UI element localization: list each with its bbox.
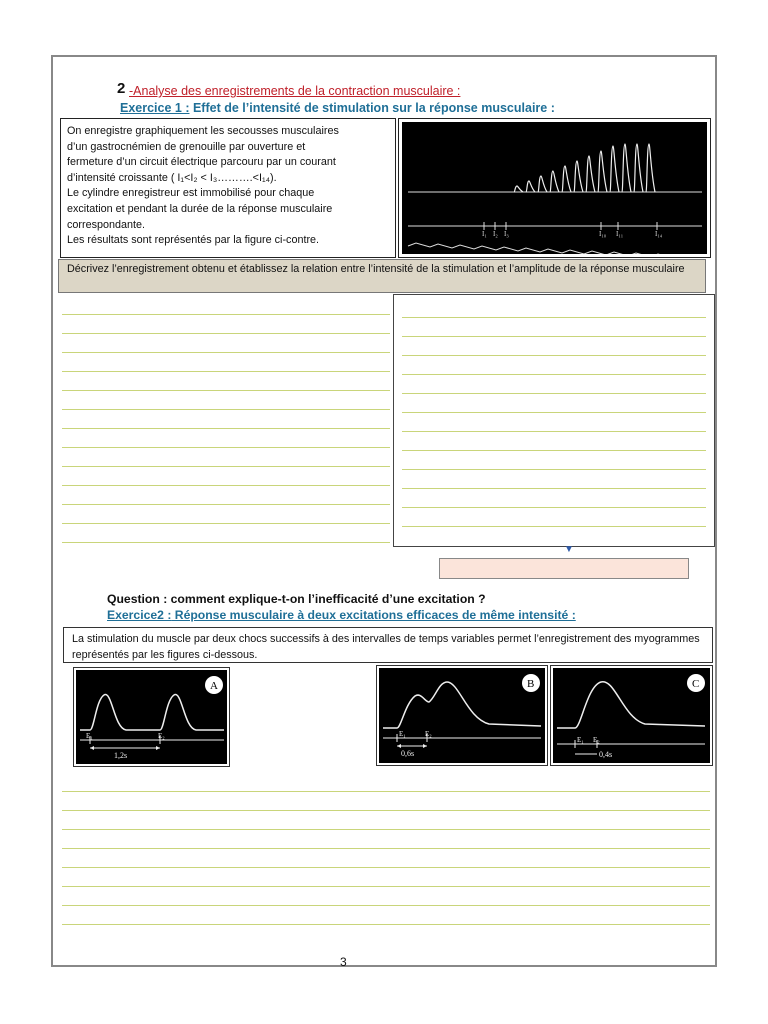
myogram-c	[553, 668, 710, 763]
e1-label: E₁	[577, 736, 584, 744]
exercise1-text-box	[60, 118, 396, 258]
page-number: 3	[340, 955, 347, 969]
answer-lines-bottom[interactable]	[62, 773, 710, 943]
down-arrow-icon: ▼	[564, 544, 574, 555]
text-line: d’intensité croissante ( I₁<I₂ < I₃……….<I₁₄).	[67, 171, 277, 184]
stim-label: I₁	[482, 230, 487, 238]
twitch-peak	[622, 144, 631, 192]
twitch-peak	[610, 146, 619, 192]
text-line: excitation et pendant la durée de la réponse musculaire	[67, 202, 333, 215]
stim-label: I₂	[493, 230, 498, 238]
twitch-peak	[538, 176, 547, 192]
twitch-peak	[526, 181, 535, 192]
twitch-peak	[562, 166, 571, 192]
twitch-peak	[514, 186, 523, 192]
e1-label: E₁	[399, 730, 406, 738]
text-line: d’un gastrocnémien de grenouille par ouverture et	[67, 140, 306, 153]
text-line: correspondante.	[67, 218, 146, 231]
text-line: fermeture d’un circuit électrique parcouru par un courant	[67, 156, 336, 169]
exercise2-heading	[107, 608, 576, 622]
myogram-a	[76, 670, 227, 764]
exercise2-text-box: La stimulation du muscle par deux chocs successifs à des intervalles de temps variables permet l’enregistrement des myogrammes représentés par les figures ci-dessous.	[63, 627, 713, 663]
time-trace	[408, 243, 672, 254]
twitch-peak	[574, 161, 583, 192]
myogram-panel-a	[73, 667, 230, 767]
twitch-peak	[598, 151, 607, 192]
text-line: Le cylindre enregistreur est immobilisé pour chaque	[67, 187, 315, 200]
twitch-peak	[550, 171, 559, 192]
question2: Question : comment explique-t-on l’inefficacité d’une excitation ?	[107, 592, 486, 606]
exercise2-label: Exercice2 :	[107, 608, 172, 622]
stim-label: I₃	[504, 230, 509, 238]
interval-label: 1,2s	[114, 751, 128, 760]
answer-lines-left[interactable]	[62, 296, 390, 545]
answer-lines-right[interactable]	[402, 299, 706, 542]
twitch-peak	[586, 156, 595, 192]
panel-letter: A	[210, 680, 218, 692]
exercise1-heading	[120, 101, 555, 115]
section-title: -Analyse des enregistrements de la contraction musculaire :	[129, 84, 461, 98]
text-line: Les résultats sont représentés par la figure ci-contre.	[67, 234, 320, 247]
e1-label: E₁	[86, 732, 93, 740]
myogram-b	[379, 668, 545, 763]
answer-highlight-box[interactable]	[439, 558, 689, 579]
panel-letter: C	[692, 678, 700, 690]
interval-label: 0,6s	[401, 749, 415, 758]
exercise1-label: Exercice 1 :	[120, 101, 190, 115]
panel-letter: B	[527, 678, 535, 690]
e2-label: E₂	[593, 736, 600, 744]
myogram-figure-intensity	[398, 118, 711, 258]
e2-label: E₂	[158, 732, 165, 740]
myogram-panel-c	[550, 665, 713, 766]
twitch-peak	[646, 144, 655, 192]
e2-label: E₂	[425, 730, 432, 738]
exercise1-question: Décrivez l’enregistrement obtenu et établissez la relation entre l’intensité de la stimulation et l’amplitude de la réponse musculaire	[58, 259, 706, 293]
answer-box-right[interactable]	[393, 294, 715, 547]
exercise2-title: Réponse musculaire à deux excitations efficaces de même intensité :	[171, 608, 576, 622]
myogram-recording	[402, 122, 707, 254]
myogram-panel-b	[376, 665, 548, 766]
twitch-peak	[634, 144, 643, 192]
interval-label: 0,4s	[599, 750, 613, 759]
section-number: 2	[117, 80, 126, 97]
exercise1-title: Effet de l’intensité de stimulation sur la réponse musculaire :	[189, 101, 555, 115]
stim-label: I₁₁	[616, 230, 624, 238]
stim-label: I₁₄	[655, 230, 663, 238]
stim-label: I₁₀	[599, 230, 607, 238]
text-line: On enregistre graphiquement les secousses musculaires	[67, 125, 339, 137]
